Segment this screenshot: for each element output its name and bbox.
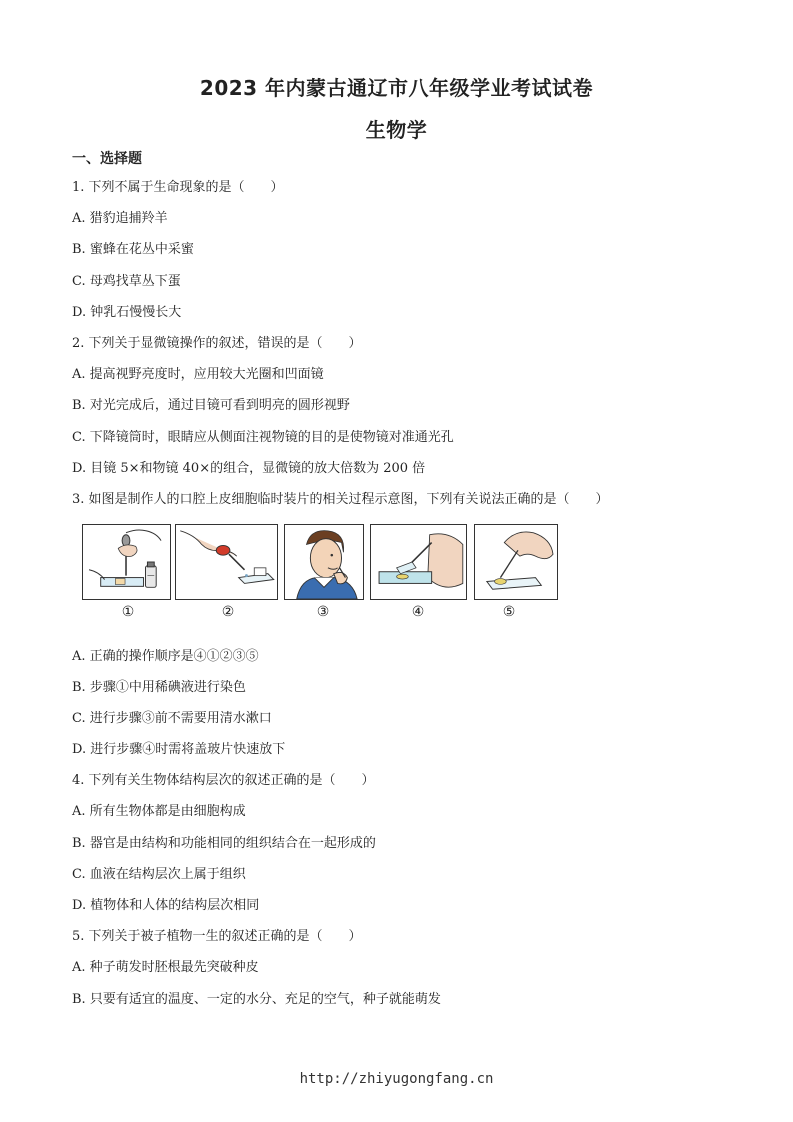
figure-label-1: ① xyxy=(121,604,135,620)
question-2-option-a: A. 提高视野亮度时，应用较大光圈和凹面镜 xyxy=(72,367,324,382)
step-4-coverslip-illustration xyxy=(370,524,467,600)
question-2-option-d: D. 目镜 5×和物镜 40×的组合，显微镜的放大倍数为 200 倍 xyxy=(72,461,426,476)
question-3-stem: 3. 如图是制作人的口腔上皮细胞临时装片的相关过程示意图，下列有关说法正确的是（ ） xyxy=(72,492,609,507)
question-1-option-a: A. 猎豹追捕羚羊 xyxy=(72,211,168,226)
step-3-person-illustration xyxy=(284,524,364,600)
question-4-option-d: D. 植物体和人体的结构层次相同 xyxy=(72,898,260,913)
question-1-option-d: D. 钟乳石慢慢长大 xyxy=(72,305,182,320)
question-3-option-c: C. 进行步骤③前不需要用清水漱口 xyxy=(72,711,272,726)
question-1-stem: 1. 下列不属于生命现象的是（ ） xyxy=(72,180,284,195)
figure-label-2: ② xyxy=(221,604,235,620)
question-3-option-d: D. 进行步骤④时需将盖玻片快速放下 xyxy=(72,742,286,757)
question-1-option-b: B. 蜜蜂在花丛中采蜜 xyxy=(72,242,194,257)
figure-label-3: ③ xyxy=(316,604,330,620)
section-heading: 一、选择题 xyxy=(72,151,142,167)
figure-label-4: ④ xyxy=(411,604,425,620)
subject-title: 生物学 xyxy=(365,118,428,142)
step-5-swab-illustration xyxy=(474,524,558,600)
figure-label-5: ⑤ xyxy=(502,604,516,620)
question-4-option-b: B. 器官是由结构和功能相同的组织结合在一起形成的 xyxy=(72,836,376,851)
question-2-option-b: B. 对光完成后，通过目镜可看到明亮的圆形视野 xyxy=(72,398,350,413)
question-5-option-b: B. 只要有适宜的温度、一定的水分、充足的空气，种子就能萌发 xyxy=(72,992,441,1007)
exam-title: 2023 年内蒙古通辽市八年级学业考试试卷 xyxy=(199,76,594,100)
footer-url[interactable]: http://zhiyugongfang.cn xyxy=(299,1071,494,1087)
question-2-option-c: C. 下降镜筒时，眼睛应从侧面注视物镜的目的是使物镜对准通光孔 xyxy=(72,430,454,445)
question-1-option-c: C. 母鸡找草丛下蛋 xyxy=(72,274,181,289)
question-4-option-a: A. 所有生物体都是由细胞构成 xyxy=(72,804,246,819)
question-5-option-a: A. 种子萌发时胚根最先突破种皮 xyxy=(72,960,259,975)
step-1-dropper-illustration xyxy=(82,524,171,600)
step-2-dropper-illustration xyxy=(175,524,278,600)
question-3-option-b: B. 步骤①中用稀碘液进行染色 xyxy=(72,680,246,695)
question-3-option-a: A. 正确的操作顺序是④①②③⑤ xyxy=(72,649,259,664)
question-4-stem: 4. 下列有关生物体结构层次的叙述正确的是（ ） xyxy=(72,773,375,788)
question-2-stem: 2. 下列关于显微镜操作的叙述，错误的是（ ） xyxy=(72,336,362,351)
question-5-stem: 5. 下列关于被子植物一生的叙述正确的是（ ） xyxy=(72,929,362,944)
question-4-option-c: C. 血液在结构层次上属于组织 xyxy=(72,867,246,882)
